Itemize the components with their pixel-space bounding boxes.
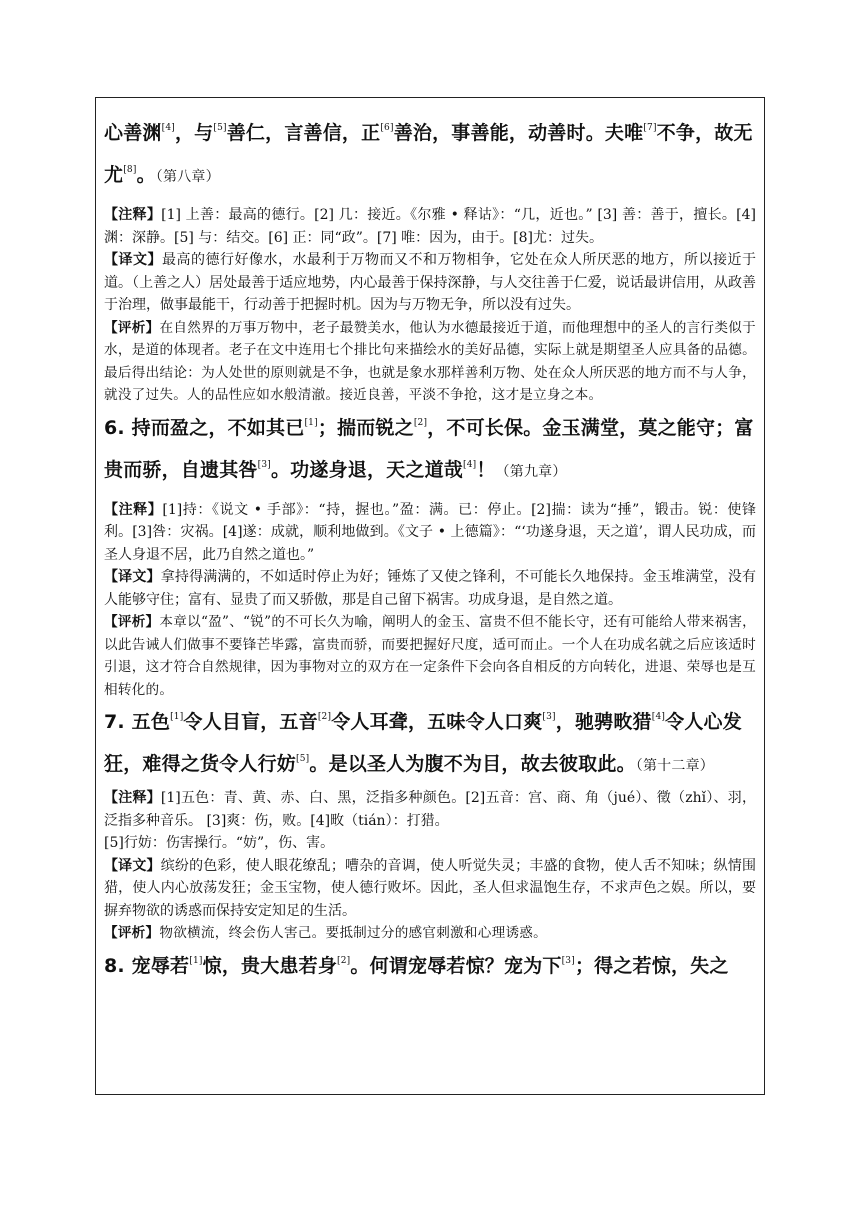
translation-text: 最高的德行好像水，水最利于万物而又不和万物相争，它处在众人所厌恶的地方，所以接近于道。（上善之人）居处最善于适应地势，内心最善于保持深静，与人交往善于仁爱，说话最讲信用，从政善于治理，做事最能干，行动善于把握时机。因为与万物无争，所以没有过失。 [104, 252, 756, 313]
scripture-fragment: ，与 [174, 122, 214, 144]
scripture-text-ch13 [104, 945, 756, 987]
notes-label: 【注释】 [104, 790, 161, 806]
footnote-ref: [4] [651, 712, 666, 722]
scripture-fragment: 8. 宠辱若 [104, 954, 190, 977]
footnote-ref: [1] [170, 712, 184, 722]
scripture-fragment: ，驰骋畋猎 [555, 711, 652, 733]
translation-label: 【译文】 [104, 252, 162, 268]
content [104, 112, 756, 987]
notes-label: 【注释】 [104, 207, 162, 223]
notes-label: 【注释】 [104, 501, 163, 518]
analysis-label: 【评析】 [104, 319, 160, 336]
footnote-ref: [4] [462, 459, 477, 470]
page-frame [95, 97, 765, 1095]
notes-ch12 [104, 787, 756, 832]
scripture-text-ch12 [104, 701, 756, 787]
translation-ch12 [104, 855, 756, 923]
notes-ch12-continued [104, 832, 756, 855]
analysis-text: 本章以“盈”、“锐”的不可长久为喻，阐明人的金玉、富贵不但不能长守，还有可能给人带来祸害，以此告诫人们做事不要锋芒毕露，富贵而骄，而要把握好尺度，适可而止。一个人在功成名就之后应该适时引退，这才符合自然规律，因为事物对立的双方在一定条件下会向各自相反的方向转化，进退、荣辱也是互相转化的。 [104, 614, 757, 698]
scripture-fragment: 6. 持而盈之，不如其已 [104, 416, 305, 439]
scripture-fragment: ；揣而锐之 [317, 416, 414, 439]
notes-text: [1]五色：青、黄、赤、白、黑，泛指多种颜色。[2]五音：宫、商、角（jué）、徵（zhǐ）、羽，泛指多种音乐。 [3]爽：伤，败。[4]畋（tián）：打猎。 [104, 790, 756, 829]
scripture-fragment: 善治，事善能，动善时。夫唯 [393, 122, 644, 144]
footnote-ref: [8] [123, 165, 137, 175]
footnote-ref: [2] [317, 712, 332, 722]
footnote-ref: [1] [189, 955, 203, 966]
scripture-fragment: 令人耳聋，五味令人口爽 [331, 711, 543, 733]
translation-ch8 [104, 249, 756, 317]
scripture-fragment: ，不可长保。金玉满堂，莫之能守；富贵而骄，自遗其咎 [104, 416, 754, 481]
chapter-ref: （第九章） [495, 463, 567, 480]
translation-ch9 [104, 566, 756, 611]
scripture-text-ch9 [104, 407, 756, 493]
notes-text: [5]行妨：伤害操行。“妨”，伤、害。 [104, 835, 335, 851]
analysis-text: 物欲横流，终会伤人害己。要抵制过分的感官刺激和心理诱惑。 [159, 925, 547, 941]
chapter-ref: （第八章） [155, 169, 220, 185]
translation-text: 拿持得满满的，不如适时停止为好；锤炼了又使之锋利，不可能长久地保持。金玉堆满堂，没有人能够守住；富有、显贵了而又骄傲，那是自己留下祸害。功成身退，是自然之道。 [104, 569, 757, 608]
footnote-ref: [3] [542, 712, 556, 722]
scripture-text-ch8 [104, 112, 756, 198]
translation-text: 缤纷的色彩，使人眼花缭乱；嘈杂的音调，使人听觉失灵；丰盛的食物，使人舌不知味；纵情围猎，使人内心放荡发狂；金玉宝物，使人德行败坏。因此，圣人但求温饱生存，不求声色之娱。所以，要摒弃物欲的诱惑而保持安定知足的生活。 [104, 857, 757, 919]
scripture-fragment: 。功遂身退，天之道哉 [270, 458, 463, 481]
chapter-ref: （第十二章） [635, 758, 714, 774]
notes-text: [1]持：《说文 • 手部》：“持，握也。”盈：满。已：停止。[2]揣：读为“捶”，锻击。锐：使锋利。[3]咎：灾祸。[4]遂：成就，顺利地做到。《文子 • 上德篇》：“‘功遂身退，天之道’，谓人民功成，而圣人身退不居，此乃自然之道也。” [104, 501, 757, 563]
footnote-ref: [2] [337, 955, 351, 966]
footnote-ref: [1] [304, 417, 318, 428]
notes-ch9 [104, 499, 756, 567]
scripture-fragment: 。何谓宠辱若惊？宠为下 [350, 954, 562, 977]
footnote-ref: [5] [213, 123, 227, 133]
scripture-fragment: ；得之若惊，失之 [574, 954, 729, 977]
analysis-ch9 [104, 611, 756, 701]
scripture-fragment: 惊，贵大患若身 [202, 954, 338, 977]
footnote-ref: [3] [561, 955, 575, 966]
translation-label: 【译文】 [104, 569, 161, 585]
analysis-ch12 [104, 922, 756, 945]
scripture-fragment: 令人目盲，五音 [183, 711, 318, 733]
footnote-ref: [4] [161, 123, 175, 133]
analysis-ch8 [104, 317, 756, 407]
footnote-ref: [3] [257, 459, 271, 470]
scripture-fragment: 。是以圣人为腹不为目，故去彼取此。 [309, 753, 636, 775]
translation-label: 【译文】 [104, 857, 161, 874]
scripture-fragment: 。 [136, 164, 156, 186]
notes-ch8 [104, 204, 756, 249]
scripture-fragment: ！ [476, 458, 496, 481]
footnote-ref: [5] [296, 754, 310, 764]
footnote-ref: [2] [413, 417, 428, 428]
footnote-ref: [7] [643, 123, 657, 133]
analysis-label: 【评析】 [104, 614, 160, 630]
analysis-text: 在自然界的万事万物中，老子最赞美水，他认为水德最接近于道，而他理想中的圣人的言行类似于水，是道的体现者。老子在文中连用七个排比句来描绘水的美好品德，实际上就是期望圣人应具备的品德。最后得出结论：为人处世的原则就是不争，也就是象水那样善利万物、处在众人所厌恶的地方而不与人争，就没了过失。人的品性应如水般清澈。接近良善，平淡不争抢，这才是立身之本。 [104, 319, 757, 403]
scripture-fragment: 令人心发狂，难得之货令人行妨 [104, 711, 742, 775]
analysis-label: 【评析】 [104, 925, 160, 941]
scripture-fragment: 7. 五色 [104, 711, 171, 733]
notes-text: [1] 上善：最高的德行。[2] 几：接近。《尔雅 • 释诂》：“几，近也。” [3] 善：善于，擅长。[4] 渊：深静。[5] 与：结交。[6] 正：同“政”。[7] 唯：因为，由于。[8]尤：过失。 [104, 207, 756, 246]
scripture-fragment: 心善渊 [104, 122, 162, 144]
scripture-fragment: 善仁，言善信，正 [226, 122, 381, 144]
scripture-fragment: 不争，故无尤 [104, 122, 753, 186]
footnote-ref: [6] [380, 123, 394, 133]
